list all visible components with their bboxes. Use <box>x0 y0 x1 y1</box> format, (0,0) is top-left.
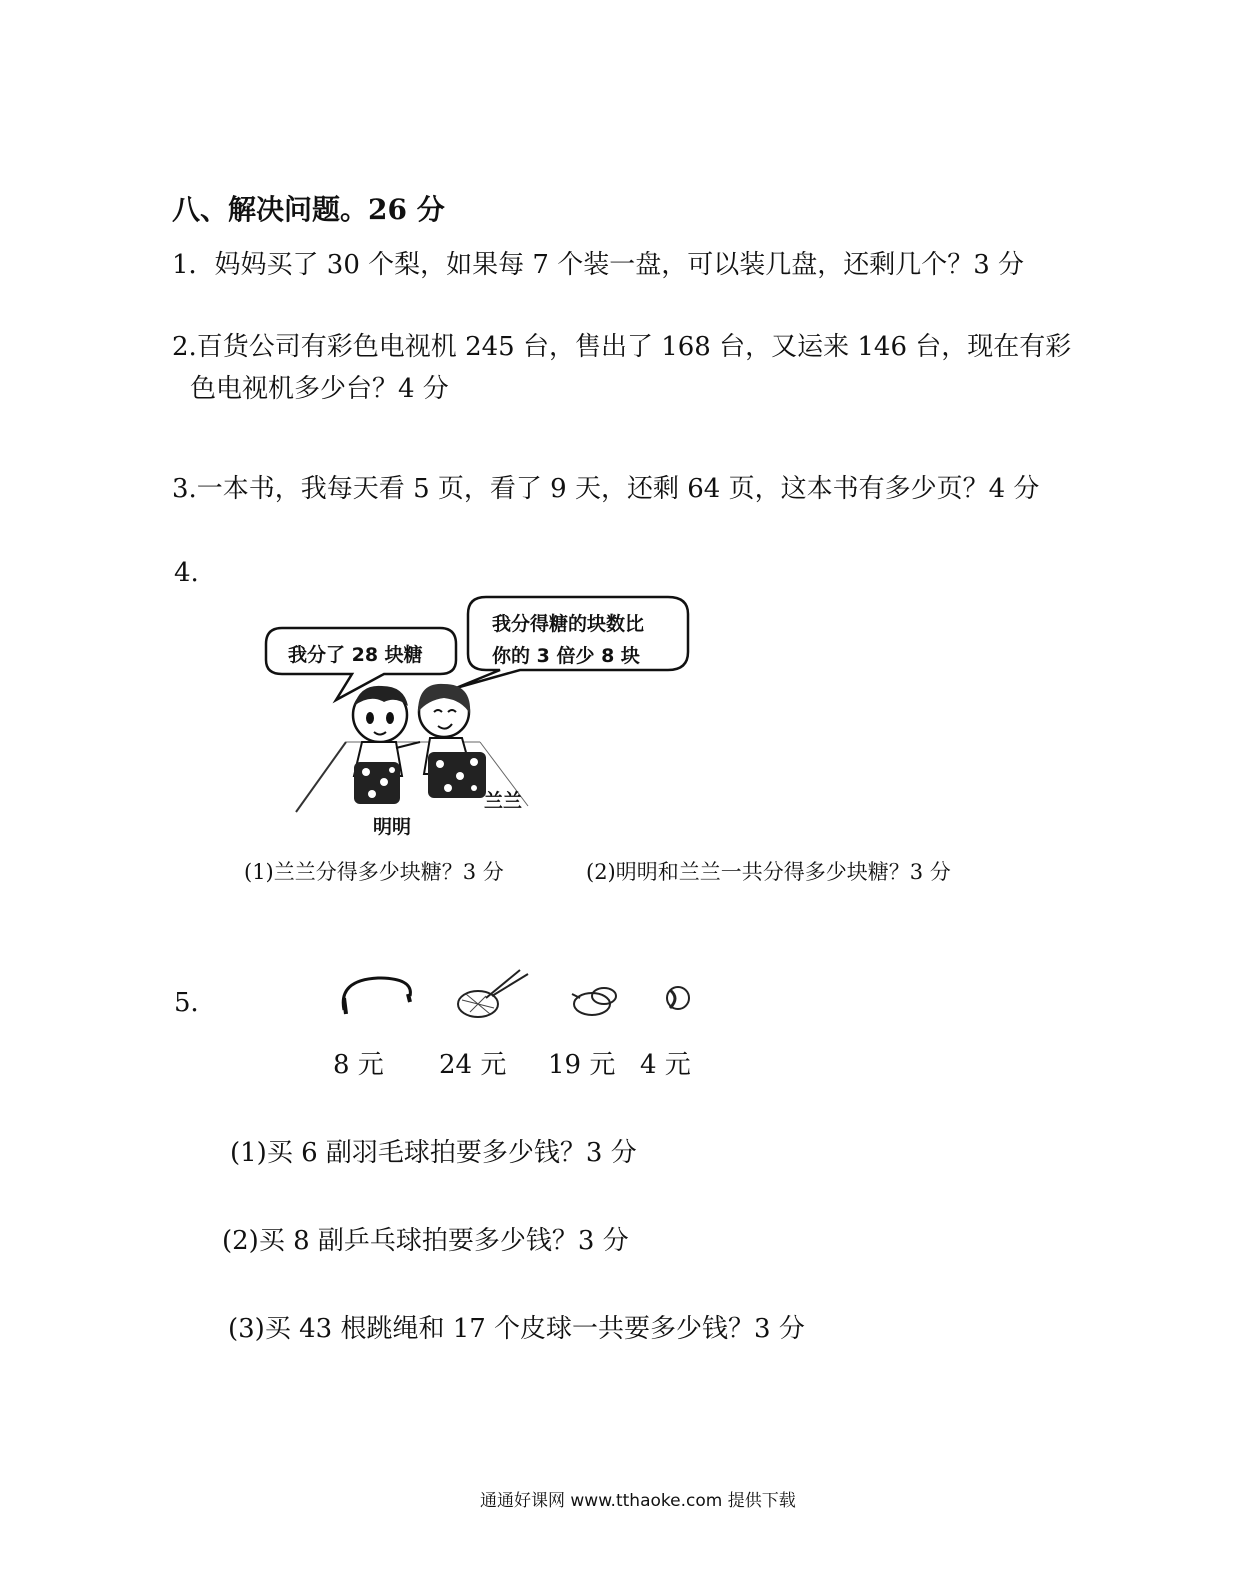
ping-pong-paddle-icon <box>572 988 616 1015</box>
price-ball: 4 元 <box>640 1050 691 1080</box>
price-badminton-racket: 24 元 <box>439 1050 507 1080</box>
section-title: 八、解决问题。26 分 <box>172 193 445 226</box>
question-2-line-1: 2.百货公司有彩色电视机 245 台，售出了 168 台，又运来 146 台，现在有彩 <box>172 332 1072 362</box>
jump-rope-icon <box>343 978 410 1014</box>
question-1: 1．妈妈买了 30 个梨，如果每 7 个装一盘，可以装几盘，还剩几个？3 分 <box>172 250 1025 280</box>
candy-pile-boy-icon <box>354 762 400 804</box>
name-label-mingming: 明明 <box>373 816 412 838</box>
price-jump-rope: 8 元 <box>333 1050 384 1080</box>
question-5-sub-1: (1)买 6 副羽毛球拍要多少钱？3 分 <box>230 1138 637 1168</box>
name-label-lanlan: 兰兰 <box>484 790 523 812</box>
question-4-sub-1: (1)兰兰分得多少块糖？3 分 <box>244 860 504 884</box>
boy-speech-text: 我分了 28 块糖 <box>288 644 423 666</box>
girl-speech-text-line-2: 你的 3 倍少 8 块 <box>492 645 640 667</box>
question-4-number: 4. <box>174 558 199 588</box>
ball-icon <box>667 987 689 1009</box>
footer-credit: 通通好课网 www.tthaoke.com 提供下载 <box>480 1491 796 1511</box>
girl-speech-text-line-1: 我分得糖的块数比 <box>492 613 645 635</box>
price-ping-pong-paddle: 19 元 <box>548 1050 616 1080</box>
candy-pile-girl-icon <box>428 752 486 798</box>
question-2-line-2: 色电视机多少台？4 分 <box>190 374 449 404</box>
badminton-racket-icon <box>458 970 528 1017</box>
question-5-sub-2: (2)买 8 副乒乓球拍要多少钱？3 分 <box>222 1226 629 1256</box>
question-5-number: 5． <box>174 988 217 1018</box>
question-3: 3.一本书，我每天看 5 页，看了 9 天，还剩 64 页，这本书有多少页？4 分 <box>172 474 1040 504</box>
question-4-sub-2: (2)明明和兰兰一共分得多少块糖？3 分 <box>586 860 951 884</box>
question-5-sub-3: (3)买 43 根跳绳和 17 个皮球一共要多少钱？3 分 <box>228 1314 805 1344</box>
